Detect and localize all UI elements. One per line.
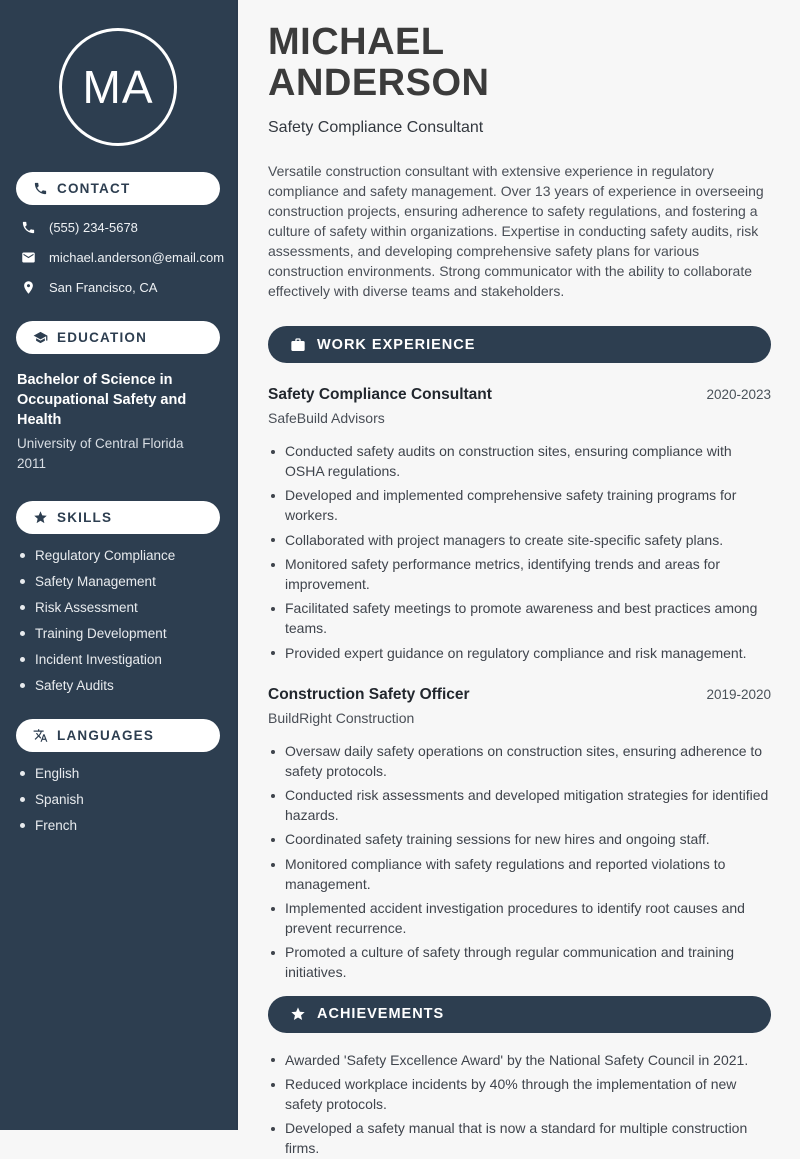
- sidebar: [0, 0, 238, 1130]
- email-address: michael.anderson@email.com: [49, 250, 225, 265]
- language-item: French: [16, 818, 220, 833]
- job-role: Construction Safety Officer: [268, 686, 470, 704]
- contact-phone-row: [16, 220, 220, 235]
- job-bullet: Facilitated safety meetings to promote awareness and best practices among teams.: [268, 599, 771, 638]
- education-entry: [16, 370, 220, 475]
- job-bullet: Provided expert guidance on regulatory compliance and risk management.: [268, 644, 771, 664]
- skills-section-header: [16, 501, 220, 534]
- skill-item: Safety Management: [16, 574, 220, 589]
- job-role: Safety Compliance Consultant: [268, 386, 492, 404]
- phone-icon: [21, 220, 36, 235]
- languages-section-header: [16, 719, 220, 752]
- achievement-item: Reduced workplace incidents by 40% through the implementation of new safety protocols.: [268, 1075, 771, 1114]
- languages-section-title: LANGUAGES: [57, 727, 155, 743]
- star-icon: [33, 510, 48, 525]
- skill-item: Incident Investigation: [16, 652, 220, 667]
- achievement-item: Awarded 'Safety Excellence Award' by the National Safety Council in 2021.: [268, 1051, 771, 1071]
- job-company: SafeBuild Advisors: [268, 410, 385, 427]
- work-experience-section-header: [268, 326, 771, 363]
- skills-section-title: SKILLS: [57, 509, 113, 525]
- job-bullet: Monitored compliance with safety regulations and reported violations to management.: [268, 855, 771, 894]
- job-company: BuildRight Construction: [268, 710, 415, 727]
- language-item: English: [16, 766, 220, 781]
- professional-summary: Versatile construction consultant with extensive experience in regulatory compliance and safety management. Over 13 years of experience in overseeing construction projects, ensuring adherence to safety regulations, and fostering a culture of safety within organizations. Expertise in conducting safety audits, risk assessments, and developing comprehensive safety plans for various construction environments. Strong communicator with the ability to collaborate effectively with diverse teams and stakeholders.: [268, 163, 764, 300]
- phone-number: (555) 234-5678: [49, 220, 138, 235]
- contact-location-row: [16, 280, 220, 295]
- job-bullet: Conducted risk assessments and developed mitigation strategies for identified hazards.: [268, 786, 771, 825]
- job-dates: 2020-2023: [706, 387, 771, 403]
- skill-item: Safety Audits: [16, 678, 220, 693]
- mail-icon: [21, 250, 36, 265]
- job-dates: 2019-2020: [706, 687, 771, 703]
- languages-list: [16, 766, 220, 833]
- job-entry: [268, 686, 771, 983]
- avatar: [59, 28, 177, 146]
- translate-icon: [33, 728, 48, 743]
- contact-email-row: [16, 250, 225, 265]
- skill-item: Training Development: [16, 626, 220, 641]
- achievement-item: Developed a safety manual that is now a standard for multiple construction firms.: [268, 1119, 771, 1158]
- school-name: University of Central Florida: [17, 436, 184, 451]
- work-experience-section-title: WORK EXPERIENCE: [317, 336, 476, 353]
- location-text: San Francisco, CA: [49, 280, 158, 295]
- job-bullet: Implemented accident investigation procedures to identify root causes and prevent recurrence.: [268, 899, 771, 938]
- skills-list: [16, 548, 220, 693]
- job-bullet: Collaborated with project managers to create site-specific safety plans.: [268, 531, 771, 551]
- education-section-title: EDUCATION: [57, 330, 148, 345]
- education-section-header: [16, 321, 220, 354]
- star-icon: [290, 1006, 306, 1022]
- location-pin-icon: [21, 280, 36, 295]
- phone-icon: [33, 181, 48, 196]
- achievements-section-header: [268, 996, 771, 1033]
- job-bullet: Oversaw daily safety operations on construction sites, ensuring adherence to safety protocols.: [268, 742, 771, 781]
- language-item: Spanish: [16, 792, 220, 807]
- person-name: [268, 22, 771, 104]
- skill-item: Risk Assessment: [16, 600, 220, 615]
- contact-list: [16, 220, 225, 295]
- job-bullet: Monitored safety performance metrics, identifying trends and areas for improvement.: [268, 555, 771, 594]
- job-bullet-list: [268, 742, 771, 983]
- achievements-section-title: ACHIEVEMENTS: [317, 1006, 445, 1023]
- briefcase-icon: [290, 337, 306, 353]
- contact-section-header: [16, 172, 220, 205]
- resume-body: [238, 0, 800, 1157]
- job-bullet: Promoted a culture of safety through regular communication and training initiatives.: [268, 943, 771, 982]
- contact-section-title: CONTACT: [57, 181, 131, 196]
- achievements-list: [268, 1051, 771, 1159]
- graduation-cap-icon: [33, 330, 48, 345]
- avatar-initials: MA: [82, 61, 154, 113]
- degree-name: Bachelor of Science in Occupational Safety and Health: [17, 372, 187, 428]
- job-header: [268, 686, 771, 704]
- graduation-year: 2011: [17, 456, 47, 472]
- first-name: MICHAEL: [268, 21, 445, 63]
- skill-item: Regulatory Compliance: [16, 548, 220, 563]
- job-bullet: Conducted safety audits on construction sites, ensuring compliance with OSHA regulations.: [268, 442, 771, 481]
- job-header: [268, 386, 771, 404]
- job-entry: [268, 386, 771, 663]
- headline-job-title: Safety Compliance Consultant: [268, 119, 484, 137]
- last-name: ANDERSON: [268, 62, 490, 105]
- job-bullet: Coordinated safety training sessions for new hires and ongoing staff.: [268, 830, 771, 850]
- job-bullet: Developed and implemented comprehensive safety training programs for workers.: [268, 486, 771, 525]
- job-bullet-list: [268, 442, 771, 663]
